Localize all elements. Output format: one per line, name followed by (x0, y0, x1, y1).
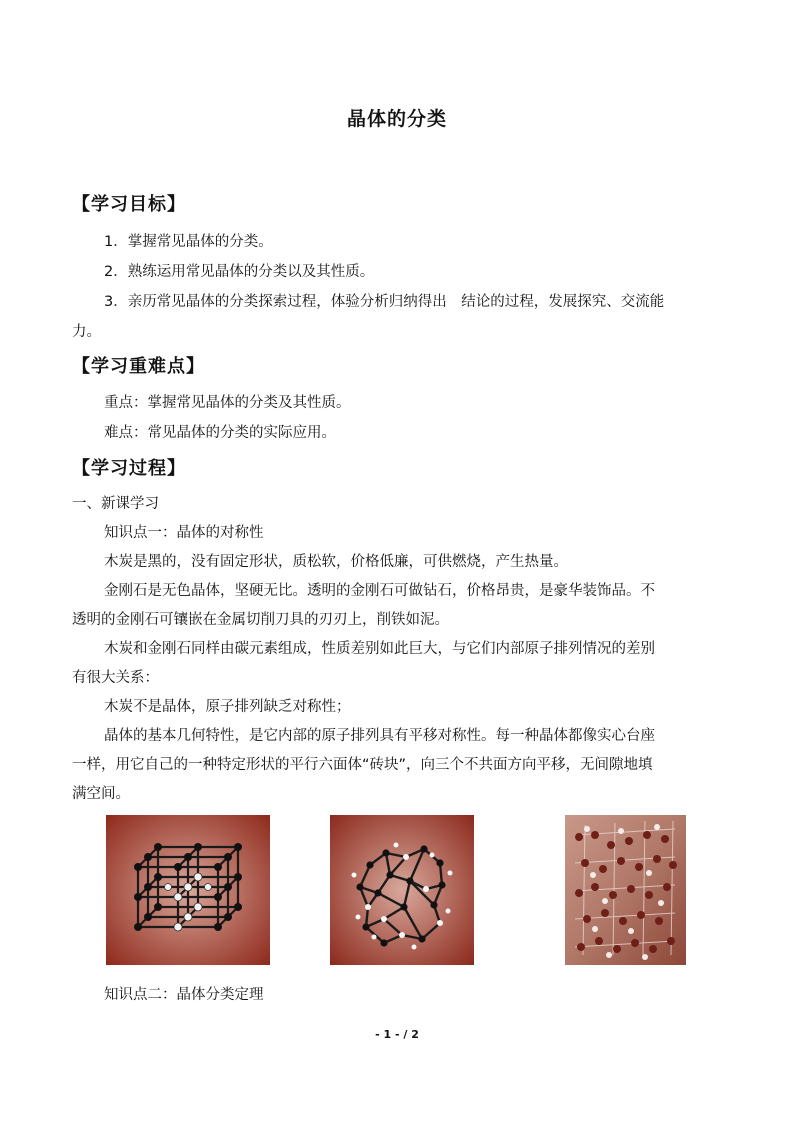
objective-item-3-cont: 力。 (72, 324, 101, 340)
objective-item-1: 1．掌握常见晶体的分类。 (104, 234, 273, 250)
paragraph-not-crystal: 木炭不是晶体，原子排列缺乏对称性； (104, 699, 351, 715)
important-point: 重点：掌握常见晶体的分类及其性质。 (104, 395, 351, 411)
cubic-lattice-model (106, 815, 270, 965)
knowledge-point-2: 知识点二：晶体分类定理 (104, 987, 264, 1003)
diamond-structure-model (330, 815, 474, 965)
process-heading: 【学习过程】 (72, 458, 186, 479)
paragraph-symmetry-cont1: 一样，用它自己的一种特定形状的平行六面体“砖块”，向三个不共面方向平移，无间隙地填 (72, 757, 653, 773)
key-points-heading: 【学习重难点】 (72, 356, 205, 377)
knowledge-point-1: 知识点一：晶体的对称性 (104, 525, 264, 541)
paragraph-diamond-cont: 透明的金刚石可镶嵌在金属切削刀具的刃刃上，削铁如泥。 (72, 612, 449, 628)
part1-heading: 一、新课学习 (72, 496, 159, 512)
objectives-heading: 【学习目标】 (72, 194, 186, 215)
objective-item-2: 2．熟练运用常见晶体的分类以及其性质。 (104, 264, 375, 280)
paragraph-symmetry-cont2: 满空间。 (72, 786, 130, 802)
paragraph-diamond: 金刚石是无色晶体，坚硬无比。透明的金刚石可做钻石，价格昂贵，是豪华装饰品。不 (104, 583, 655, 599)
difficult-point: 难点：常见晶体的分类的实际应用。 (104, 425, 336, 441)
objective-item-3: 3．亲历常见晶体的分类探索过程，体验分析归纳得出 结论的过程，发展探究、交流能 (104, 294, 665, 310)
paragraph-symmetry: 晶体的基本几何特性，是它内部的原子排列具有平移对称性。每一种晶体都像实心台座 (104, 728, 655, 744)
paragraph-comparison: 木炭和金刚石同样由碳元素组成，性质差别如此巨大，与它们内部原子排列情况的差别 (104, 641, 655, 657)
layered-crystal-model (565, 815, 686, 965)
page-title: 晶体的分类 (346, 108, 447, 130)
paragraph-charcoal: 木炭是黑的，没有固定形状，质松软，价格低廉，可供燃烧，产生热量。 (104, 554, 568, 570)
page-footer: - 1 - / 2 (375, 1028, 419, 1041)
paragraph-comparison-cont: 有很大关系： (72, 670, 159, 686)
